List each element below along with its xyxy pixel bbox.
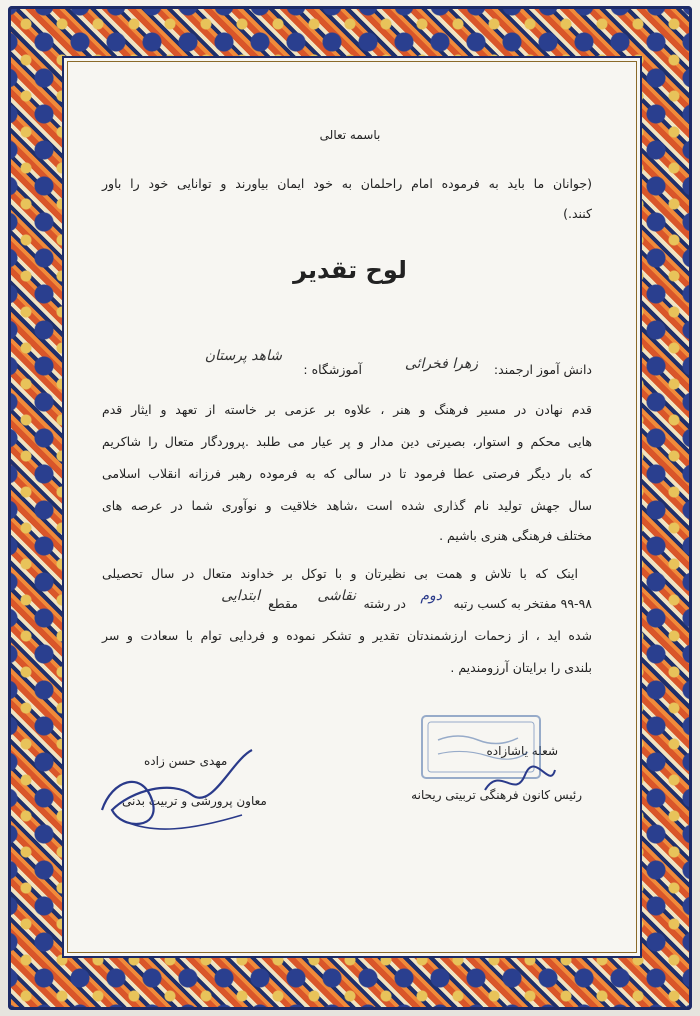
- school-name: شاهد پرستان: [204, 348, 282, 364]
- left-signer-title: معاون پرورشی و تربیت بدنی: [122, 794, 267, 808]
- body-p1-line-5: مختلف فرهنگی هنری باشیم .: [439, 528, 592, 543]
- body-p2-year: ۹۹-۹۸ مفتخر به کسب رتبه: [453, 596, 592, 611]
- body-p1-line-2: هایی محکم و استوار، بصیرتی دین مدار و پر عیار می طلبد .پروردگار متعال را شاکریم: [102, 434, 592, 449]
- body-p2-level: ابتدایی: [221, 588, 260, 604]
- quote-line-2: کنند.): [563, 206, 592, 221]
- student-label: دانش آموز ارجمند:: [493, 362, 592, 377]
- left-signer-name: مهدی حسن زاده: [144, 754, 228, 768]
- body-p2-field: نقاشی: [317, 588, 356, 604]
- body-p2-line-1: اینک که با تلاش و همت بی نظیرتان و با توکل بر خداوند متعال در سال تحصیلی: [102, 566, 578, 581]
- right-signer-name: شعله یاشازاده: [486, 744, 558, 758]
- body-p1-line-4: سال جهش تولید نام گذاری شده است ،شاهد خلاقیت و نوآوری شما در عرصه های: [102, 498, 592, 513]
- body-p2-rank: دوم: [420, 588, 442, 604]
- right-signer-title: رئیس کانون فرهنگی تربیتی ریحانه: [411, 788, 582, 802]
- quote-line-1: (جوانان ما باید به فرموده امام راحلمان به خود ایمان بیاورند و توانایی خود را باور: [102, 176, 592, 191]
- body-p2-line-4: بلندی را برایتان آرزومندیم .: [450, 660, 592, 675]
- left-signature-mark: [92, 740, 262, 840]
- body-p2-line-3: شده اید ، از زحمات ارزشمندتان تقدیر و تشکر نموده و فردایی توام با سعادت و سر: [102, 628, 592, 643]
- student-name: زهرا فخرائی: [404, 356, 478, 372]
- school-label: آموزشگاه :: [303, 362, 362, 377]
- basmala: باسمه تعالی: [319, 128, 381, 142]
- page-title: لوح تقدیر: [293, 256, 407, 284]
- body-p2-field-label: در رشته: [363, 596, 406, 611]
- body-p2-level-label: مقطع: [268, 596, 298, 611]
- body-p1-line-1: قدم نهادن در مسیر فرهنگ و هنر ، علاوه بر عزمی بر خاسته از تعهد و ایثار قدم: [102, 402, 592, 417]
- body-p1-line-3: که بار دیگر فرصتی عطا فرمود تا در سالی که به فرموده رهبر فرزانه انقلاب اسلامی: [102, 466, 592, 481]
- right-signature-mark: [480, 760, 560, 800]
